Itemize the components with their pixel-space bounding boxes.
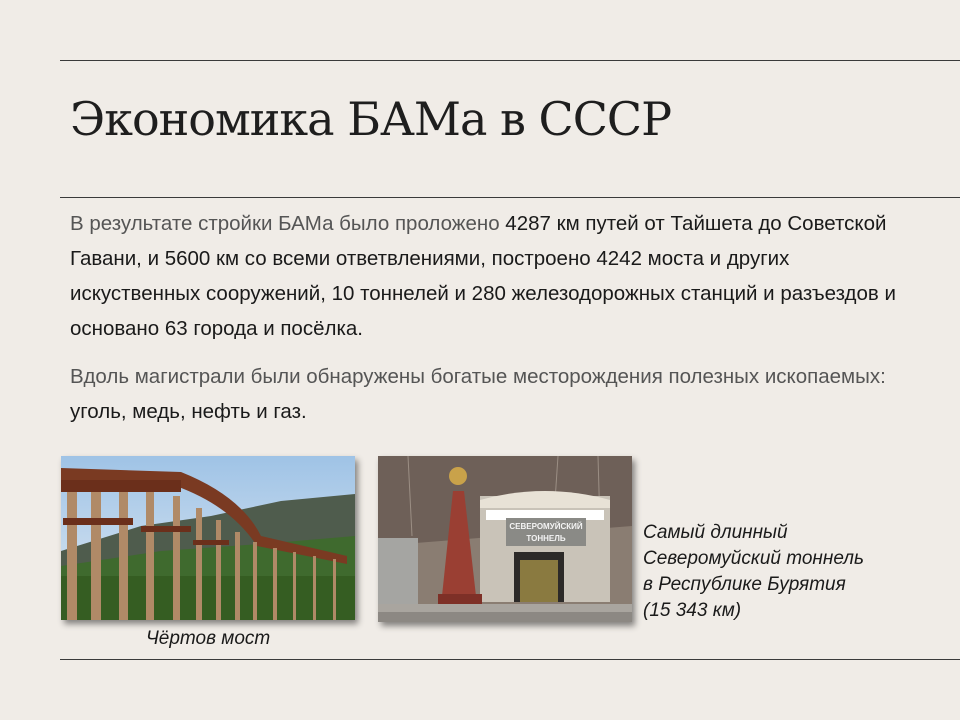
slide-title: Экономика БАМа в СССР: [70, 92, 672, 146]
paragraph-minerals: [70, 359, 900, 429]
paragraph-construction-results: [70, 206, 900, 346]
paragraph-highlight-text: 4287 км путей от Тайшета до Советской Гавани, и 5600 км со всеми ответвлениями, построено 4242 моста и других искуственных сооружений, 10 тоннелей и 280 железодорожных станций и разъездов и основано 63 города и посёлка.: [70, 212, 896, 340]
bridge-photo: [61, 456, 355, 620]
paragraph-highlight-text: уголь, медь, нефть и газ.: [70, 400, 307, 423]
tunnel-sign-line1: СЕВЕРОМУЙСКИЙ: [509, 522, 583, 531]
title-divider: [60, 197, 960, 198]
tunnel-sign-line2: ТОННЕЛЬ: [526, 534, 566, 543]
tunnel-caption: Самый длинный Северомуйский тоннель в Республике Бурятия (15 343 км): [643, 522, 864, 621]
bottom-divider: [60, 659, 960, 660]
paragraph-intro-text: В результате стройки БАМа было проложено: [70, 212, 506, 235]
tunnel-photo: [378, 456, 632, 622]
top-divider: [60, 60, 960, 61]
bridge-caption: Чёртов мост: [146, 628, 271, 649]
paragraph-intro-text: Вдоль магистрали были обнаружены богатые месторождения полезных ископаемых:: [70, 365, 886, 388]
